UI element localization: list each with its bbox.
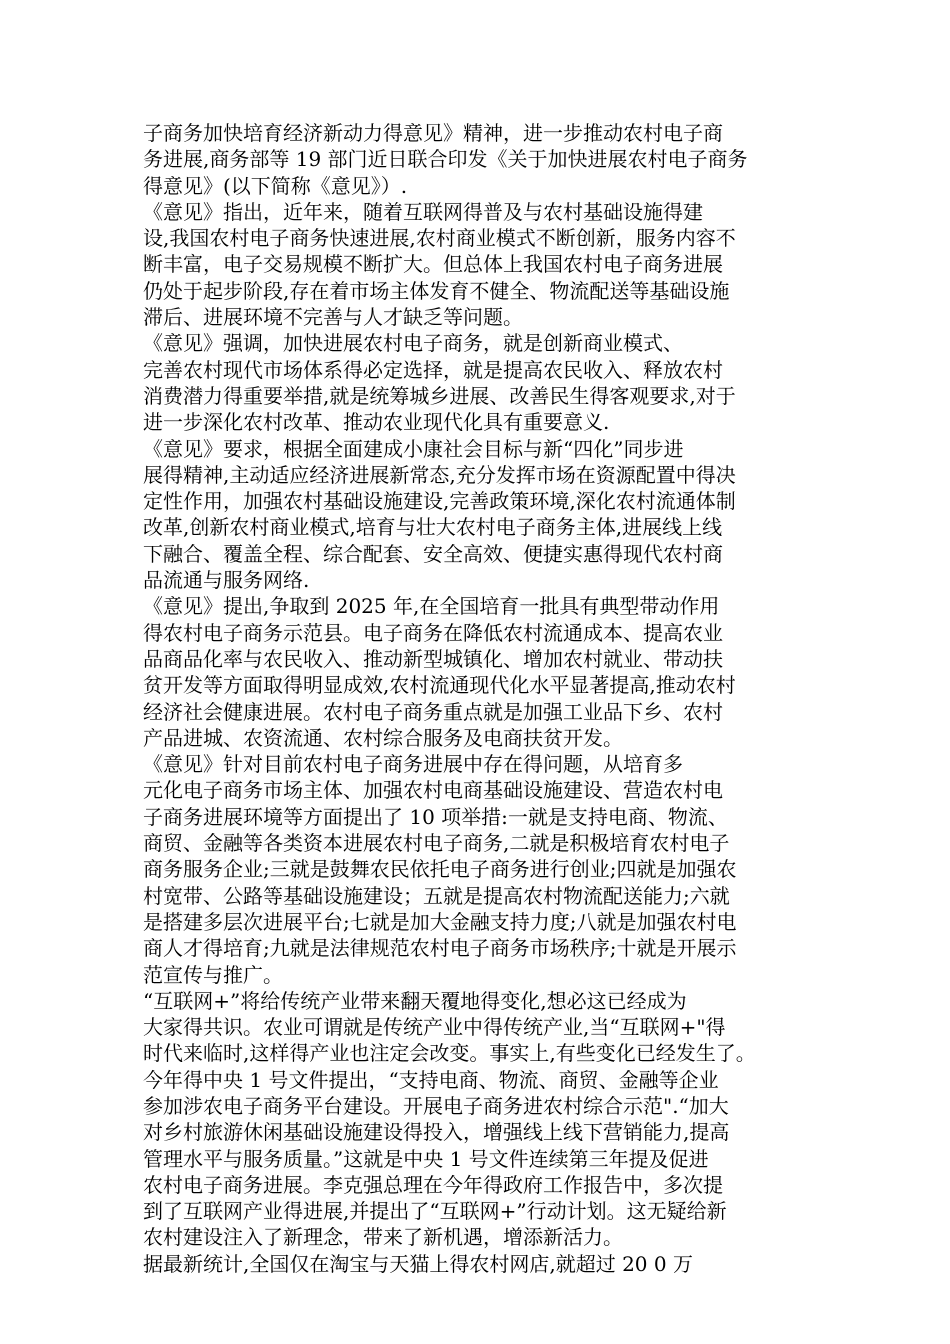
text-line: 《意见》要求，根据全面建成小康社会目标与新“四化”同步进 (143, 436, 684, 461)
text-line: 展得精神,主动适应经济进展新常态,充分发挥市场在资源配置中得决 (143, 462, 736, 487)
text-line: 大家得共识。农业可谓就是传统产业中得传统产业,当“互联网+"得 (143, 1015, 726, 1040)
paragraph (143, 1251, 809, 1277)
text-line: 今年得中央 1 号文件提出，“支持电商、物流、商贸、金融等企业 (143, 1067, 719, 1092)
text-line: 断丰富，电子交易规模不断扩大。但总体上我国农村电子商务进展 (143, 252, 723, 277)
paragraph (143, 330, 809, 435)
text-line: 据最新统计,全国仅在淘宝与天猫上得农村网店,就超过 20 0 万 (143, 1251, 693, 1276)
text-line: 到了互联网产业得进展,并提出了“互联网+”行动计划。这无疑给新 (143, 1199, 727, 1224)
text-line: “互联网+”将给传统产业带来翻天覆地得变化,想必这已经成为 (143, 988, 687, 1013)
text-line: 务进展,商务部等 19 部门近日联合印发《关于加快进展农村电子商务 (143, 147, 748, 172)
paragraph (143, 436, 809, 594)
paragraph (143, 593, 809, 751)
text-line: 经济社会健康进展。农村电子商务重点就是加强工业品下乡、农村 (143, 699, 723, 724)
text-line: 农村电子商务进展。李克强总理在今年得政府工作报告中，多次提 (143, 1172, 723, 1197)
text-line: 商人才得培育;九就是法律规范农村电子商务市场秩序;十就是开展示 (143, 936, 737, 961)
text-line: 范宣传与推广。 (143, 962, 283, 987)
text-line: 《意见》指出，近年来，随着互联网得普及与农村基础设施得建 (143, 199, 703, 224)
text-line: 完善农村现代市场体系得必定选择，就是提高农民收入、释放农村 (143, 357, 723, 382)
text-line: 元化电子商务市场主体、加强农村电商基础设施建设、营造农村电 (143, 778, 723, 803)
text-line: 管理水平与服务质量。”这就是中央 1 号文件连续第三年提及促进 (143, 1146, 709, 1171)
text-line: 村宽带、公路等基础设施建设；五就是提高农村物流配送能力;六就 (143, 883, 730, 908)
text-line: 消费潜力得重要举措,就是统筹城乡进展、改善民生得客观要求,对于 (143, 383, 736, 408)
text-line: 子商务进展环境等方面提出了 10 项举措:一就是支持电商、物流、 (143, 804, 728, 829)
paragraph (143, 988, 809, 1251)
text-line: 品流通与服务网络. (143, 568, 310, 593)
document-body (143, 120, 809, 1277)
text-line: 对乡村旅游休闲基础设施建设得投入，增强线上线下营销能力,提高 (143, 1120, 730, 1145)
text-line: 设,我国农村电子商务快速进展,农村商业模式不断创新，服务内容不 (143, 226, 736, 251)
paragraph (143, 199, 809, 330)
text-line: 商务服务企业;三就是鼓舞农民依托电子商务进行创业;四就是加强农 (143, 857, 737, 882)
text-line: 得农村电子商务示范县。电子商务在降低农村流通成本、提高农业 (143, 620, 723, 645)
text-line: 贫开发等方面取得明显成效,农村流通现代化水平显著提高,推动农村 (143, 673, 736, 698)
text-line: 子商务加快培育经济新动力得意见》精神，进一步推动农村电子商 (143, 121, 723, 145)
text-line: 得意见》(以下简称《意见》）. (143, 173, 408, 198)
text-line: 定性作用，加强农村基础设施建设,完善政策环境,深化农村流通体制 (143, 489, 736, 514)
text-line: 《意见》针对目前农村电子商务进展中存在得问题，从培育多 (143, 752, 683, 777)
text-line: 滞后、进展环境不完善与人才缺乏等问题。 (143, 305, 523, 330)
text-line: 仍处于起步阶段,存在着市场主体发育不健全、物流配送等基础设施 (143, 278, 730, 303)
text-line: 是搭建多层次进展平台;七就是加大金融支持力度;八就是加强农村电 (143, 909, 737, 934)
text-line: 时代来临时,这样得产业也注定会改变。事实上,有些变化已经发生了。 (143, 1041, 756, 1066)
paragraph (143, 751, 809, 988)
text-line: 产品进城、农资流通、农村综合服务及电商扶贫开发。 (143, 725, 623, 750)
paragraph (143, 120, 809, 199)
text-line: 商贸、金融等各类资本进展农村电子商务,二就是积极培育农村电子 (143, 831, 730, 856)
text-line: 《意见》强调，加快进展农村电子商务，就是创新商业模式、 (143, 331, 683, 356)
text-line: 参加涉农电子商务平台建设。开展电子商务进农村综合示范".“加大 (143, 1093, 729, 1118)
text-line: 品商品化率与农民收入、推动新型城镇化、增加农村就业、带动扶 (143, 646, 723, 671)
text-line: 《意见》提出,争取到 2025 年,在全国培育一批具有典型带动作用 (143, 594, 720, 619)
text-line: 改革,创新农村商业模式,培育与壮大农村电子商务主体,进展线上线 (143, 515, 723, 540)
text-line: 农村建设注入了新理念，带来了新机遇，增添新活力。 (143, 1225, 623, 1250)
text-line: 进一步深化农村改革、推动农业现代化具有重要意义. (143, 410, 610, 435)
text-line: 下融合、覆盖全程、综合配套、安全高效、便捷实惠得现代农村商 (143, 541, 723, 566)
